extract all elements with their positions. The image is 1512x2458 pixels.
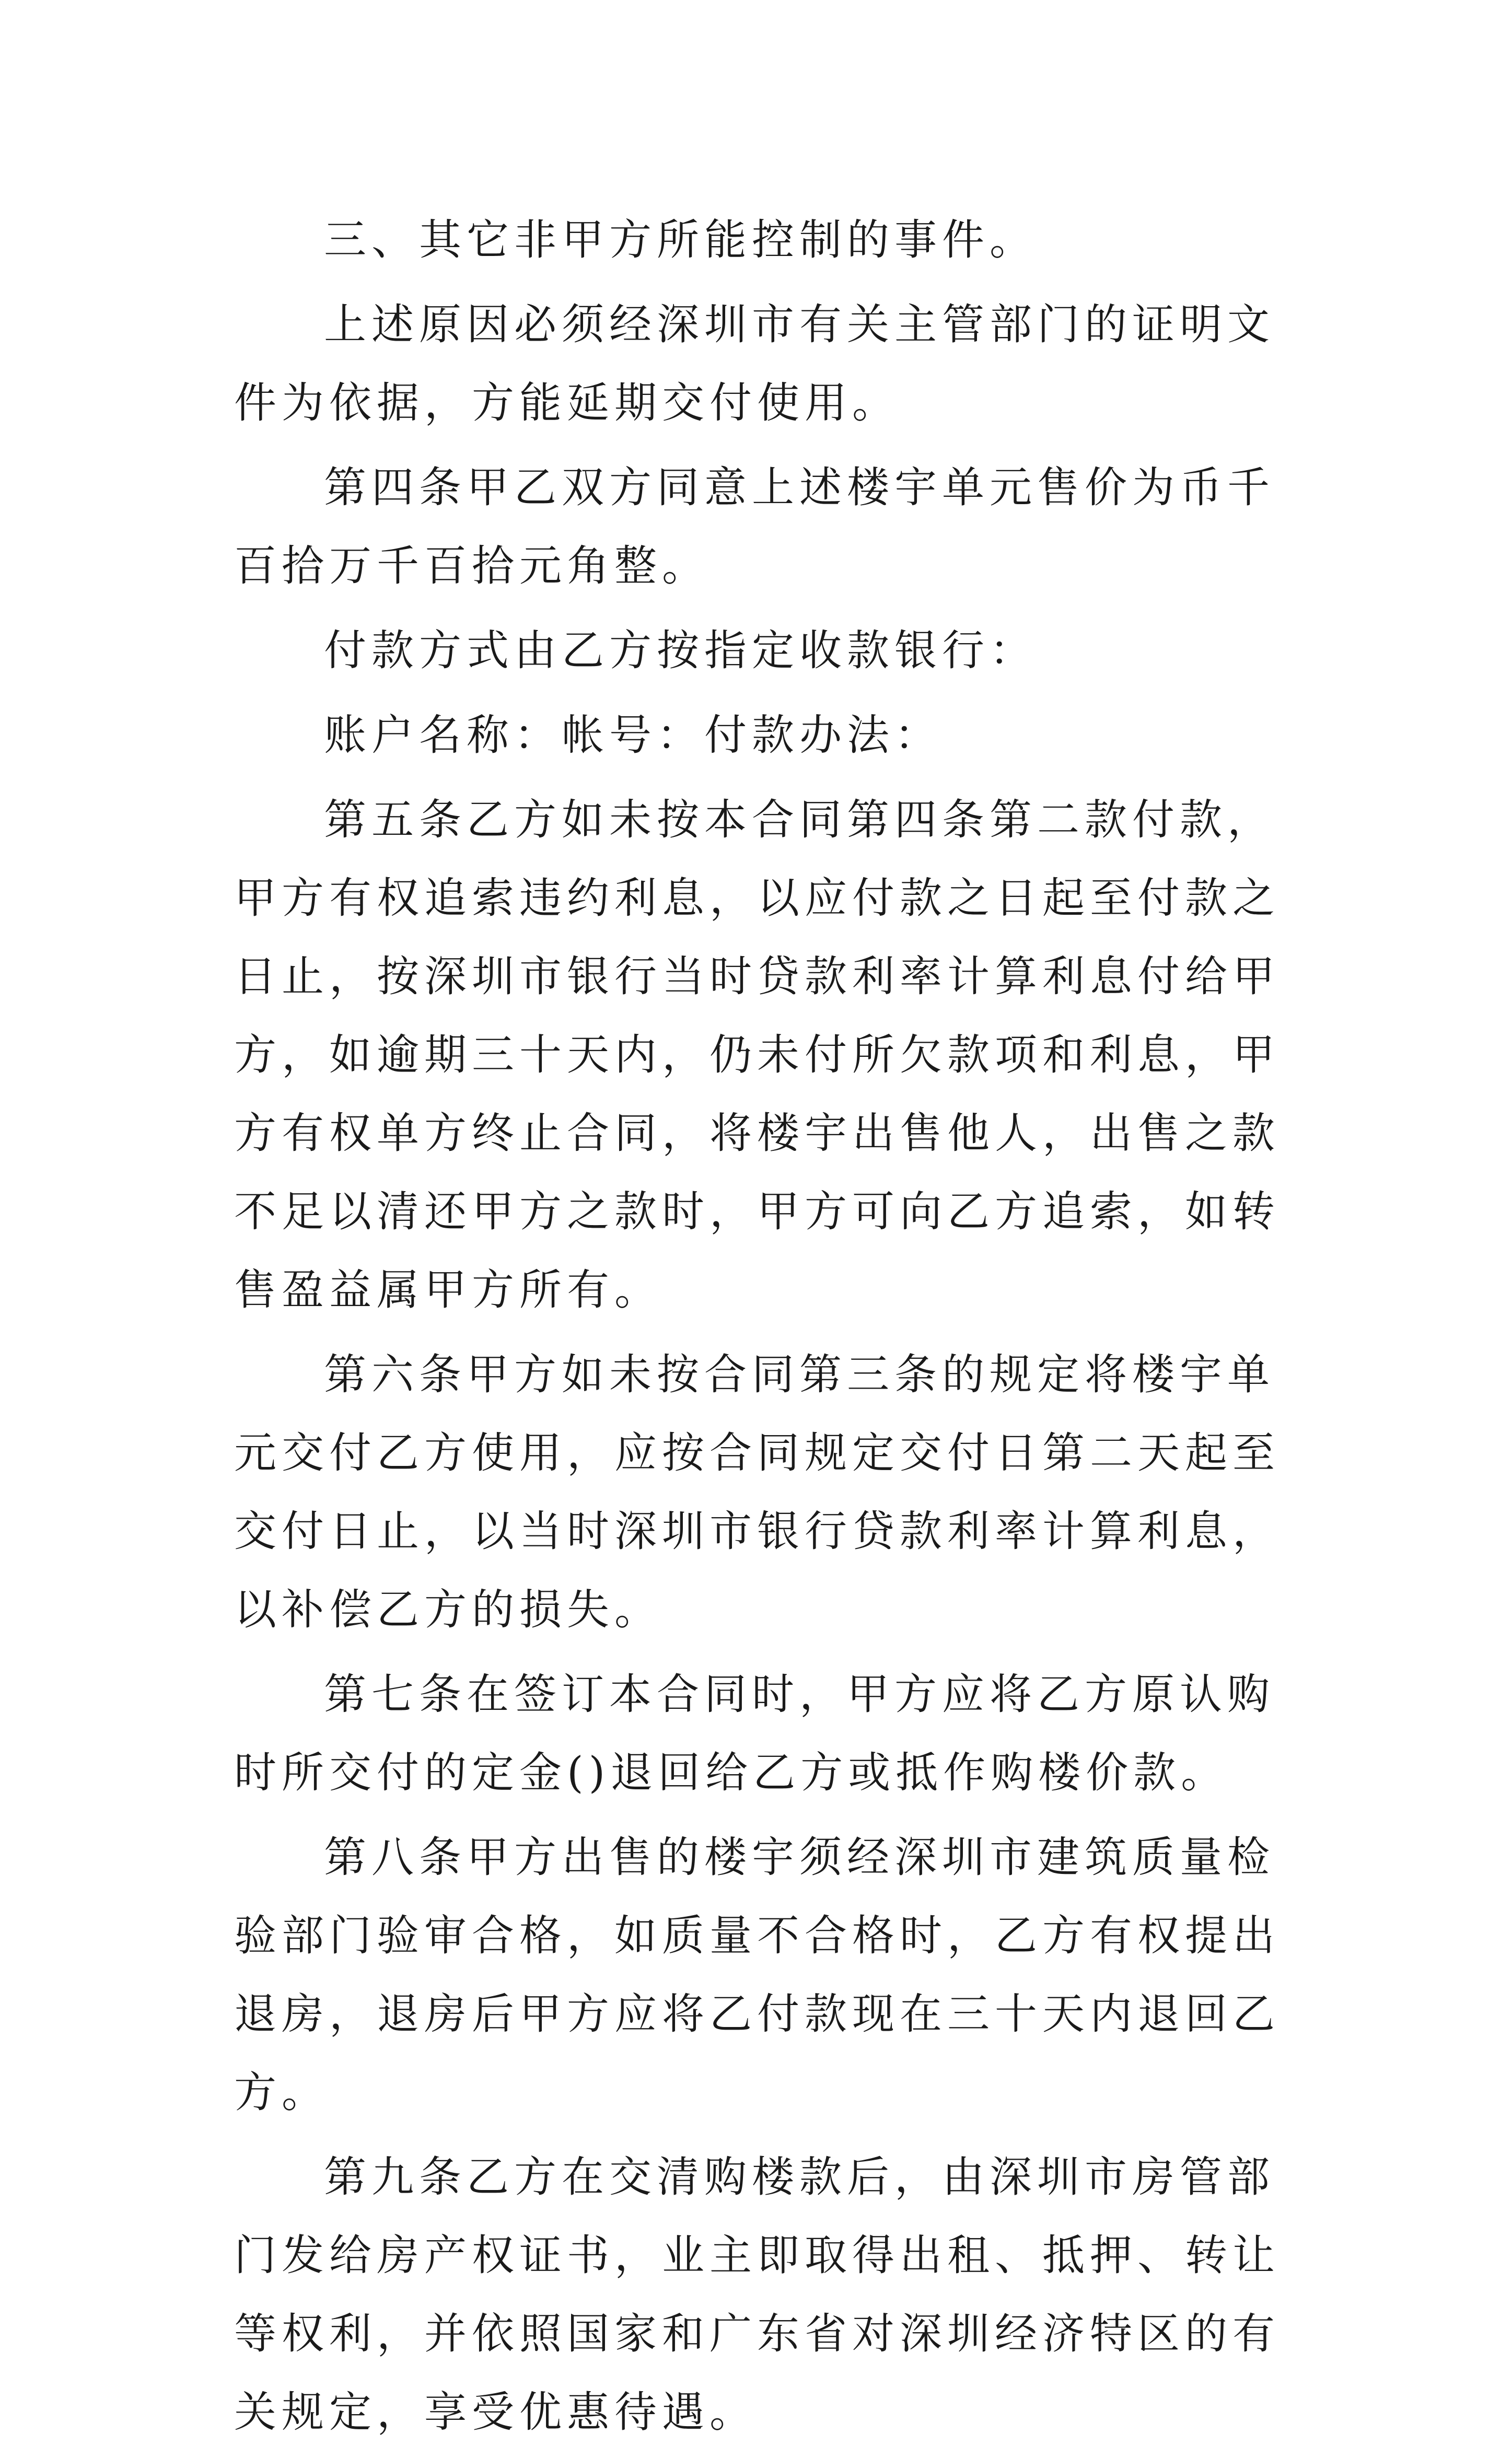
paragraph-article-5-late-payment: 第五条乙方如未按本合同第四条第二款付款，甲方有权追索违约利息，以应付款之日起至付款之日止，按深圳市银行当时贷款利率计算利息付给甲方，如逾期三十天内，仍未付所欠款项和利息，甲方有权单方终止合同，将楼宇出售他人，出售之款不足以清还甲方之款时，甲方可向乙方追索，如转售盈益属甲方所有。 bbox=[234, 796, 1281, 1315]
paragraph-article-7-deposit: 第七条在签订本合同时，甲方应将乙方原认购时所交付的定金()退回给乙方或抵作购楼价款。 bbox=[234, 1670, 1275, 1798]
paragraph-payment-method: 付款方式由乙方按指定收款银行： bbox=[324, 626, 1038, 675]
document-body bbox=[234, 201, 1289, 2458]
paragraph-other-events: 三、其它非甲方所能控制的事件。 bbox=[324, 216, 1038, 265]
paragraph-article-4-price: 第四条甲乙双方同意上述楼宇单元售价为币千百拾万千百拾元角整。 bbox=[234, 463, 1275, 591]
paragraph-article-9-title-certificate: 第九条乙方在交清购楼款后，由深圳市房管部门发给房产权证书，业主即取得出租、抵押、转让等权利，并依照国家和广东省对深圳经济特区的有关规定，享受优惠待遇。 bbox=[234, 2153, 1281, 2437]
paragraph-article-8-quality: 第八条甲方出售的楼宇须经深圳市建筑质量检验部门验审合格，如质量不合格时，乙方有权提出退房，退房后甲方应将乙付款现在三十天内退回乙方。 bbox=[234, 1833, 1281, 2117]
paragraph-account-info: 账户名称：帐号：付款办法： bbox=[324, 711, 943, 760]
paragraph-article-6-late-delivery: 第六条甲方如未按合同第三条的规定将楼宇单元交付乙方使用，应按合同规定交付日第二天起至交付日止，以当时深圳市银行贷款利率计算利息，以补偿乙方的损失。 bbox=[234, 1350, 1281, 1635]
paragraph-delay-evidence: 上述原因必须经深圳市有关主管部门的证明文件为依据，方能延期交付使用。 bbox=[234, 300, 1275, 428]
